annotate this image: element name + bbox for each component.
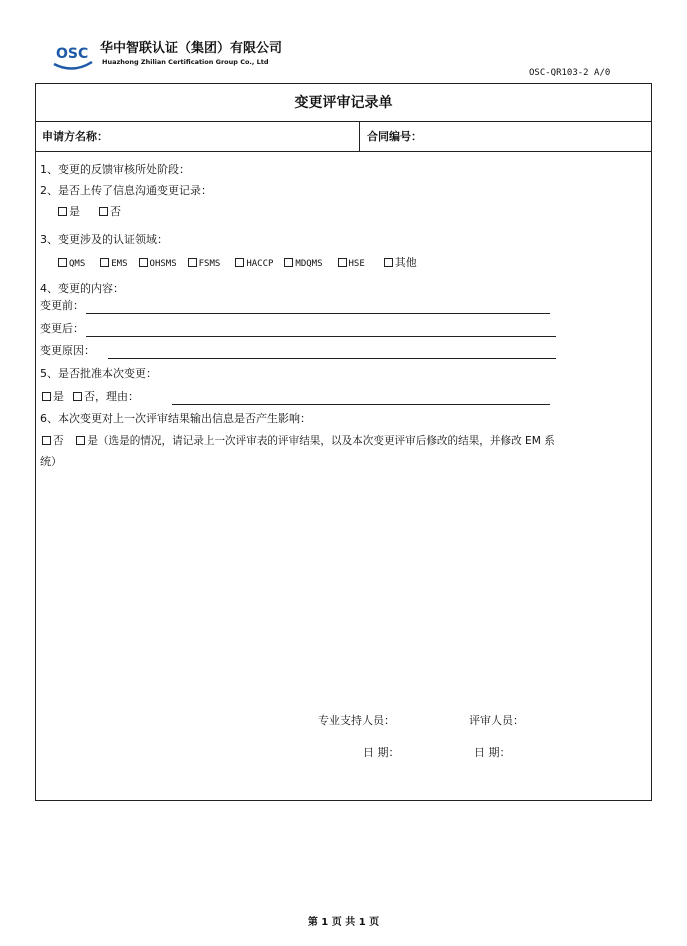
question-2: 2、是否上传了信息沟通变更记录： (40, 184, 212, 197)
change-reason-line[interactable] (108, 358, 556, 359)
question-3: 3、变更涉及的认证领域： (40, 233, 168, 246)
applicant-name-field[interactable]: 申请方名称： (42, 130, 108, 143)
form-code: OSC-QR103-2 A/0 (529, 68, 611, 78)
form-title: 变更评审记录单 (36, 84, 651, 122)
question-6: 6、本次变更对上一次评审结果输出信息是否产生影响： (40, 412, 311, 425)
header-divider (359, 122, 360, 152)
q5-yes-label: 是 (53, 390, 64, 403)
support-staff-label: 专业支持人员： (318, 714, 395, 727)
domain-label-qms: QMS (69, 259, 86, 269)
q2-options (58, 205, 121, 219)
domain-checkbox-qms[interactable] (58, 258, 67, 267)
domain-label-fsms: FSMS (198, 259, 221, 269)
company-name-cn: 华中智联认证（集团）有限公司 (100, 41, 283, 56)
domain-label-other: 其他 (394, 256, 417, 269)
q2-yes-checkbox[interactable] (58, 207, 67, 216)
domain-checkbox-ems[interactable] (100, 258, 109, 267)
domain-checkbox-ohsms[interactable] (139, 258, 148, 267)
domain-checkbox-hse[interactable] (338, 258, 347, 267)
domain-checkbox-haccp[interactable] (235, 258, 244, 267)
q6-options (42, 434, 555, 448)
question-1: 1、变更的反馈审核所处阶段： (40, 163, 190, 176)
review-form (35, 83, 652, 801)
q2-no-label: 否 (110, 205, 121, 218)
company-logo (53, 40, 93, 74)
question-5: 5、是否批准本次变更： (40, 367, 157, 380)
domain-label-ohsms: OHSMS (149, 259, 177, 269)
domain-checkbox-fsms[interactable] (188, 258, 197, 267)
q6-yes-checkbox[interactable] (76, 436, 85, 445)
q6-no-label: 否 (53, 435, 64, 447)
q2-no-checkbox[interactable] (99, 207, 108, 216)
question-4: 4、变更的内容： (40, 282, 124, 295)
after-change-label: 变更后： (40, 322, 84, 335)
reviewer-label: 评审人员： (469, 714, 524, 727)
q5-yes-checkbox[interactable] (42, 392, 51, 401)
domain-label-haccp: HACCP (246, 259, 274, 269)
before-change-line[interactable] (86, 313, 550, 314)
q5-no-label: 否，理由： (84, 390, 139, 403)
domain-checkbox-mdqms[interactable] (284, 258, 293, 267)
domain-label-ems: EMS (111, 259, 128, 269)
domain-label-mdqms: MDQMS (295, 259, 323, 269)
q5-no-checkbox[interactable] (73, 392, 82, 401)
support-date-label: 日 期： (363, 746, 400, 759)
q5-reason-line[interactable] (172, 404, 550, 405)
q6-no-checkbox[interactable] (42, 436, 51, 445)
q2-yes-label: 是 (69, 205, 80, 218)
company-name-en: Huazhong Zhilian Certification Group Co., Ltd (102, 58, 269, 66)
form-header-row (36, 122, 651, 152)
q6-yes-label-continued: 统） (40, 455, 62, 468)
page-number: 第 1 页 共 1 页 (307, 917, 380, 928)
reviewer-date-label: 日 期： (474, 746, 511, 759)
domain-checkbox-other[interactable] (384, 258, 393, 267)
contract-number-field[interactable]: 合同编号： (367, 130, 422, 143)
q6-yes-label: 是（选是的情况，请记录上一次评审表的评审结果，以及本次变更评审后修改的结果，并修改 EM 系 (87, 435, 555, 447)
domain-options (58, 256, 417, 271)
domain-label-hse: HSE (348, 259, 365, 269)
svg-text:OSC: OSC (56, 46, 89, 62)
q5-options (42, 390, 139, 404)
change-reason-label: 变更原因： (40, 344, 95, 357)
after-change-line[interactable] (86, 336, 556, 337)
before-change-label: 变更前： (40, 299, 84, 312)
